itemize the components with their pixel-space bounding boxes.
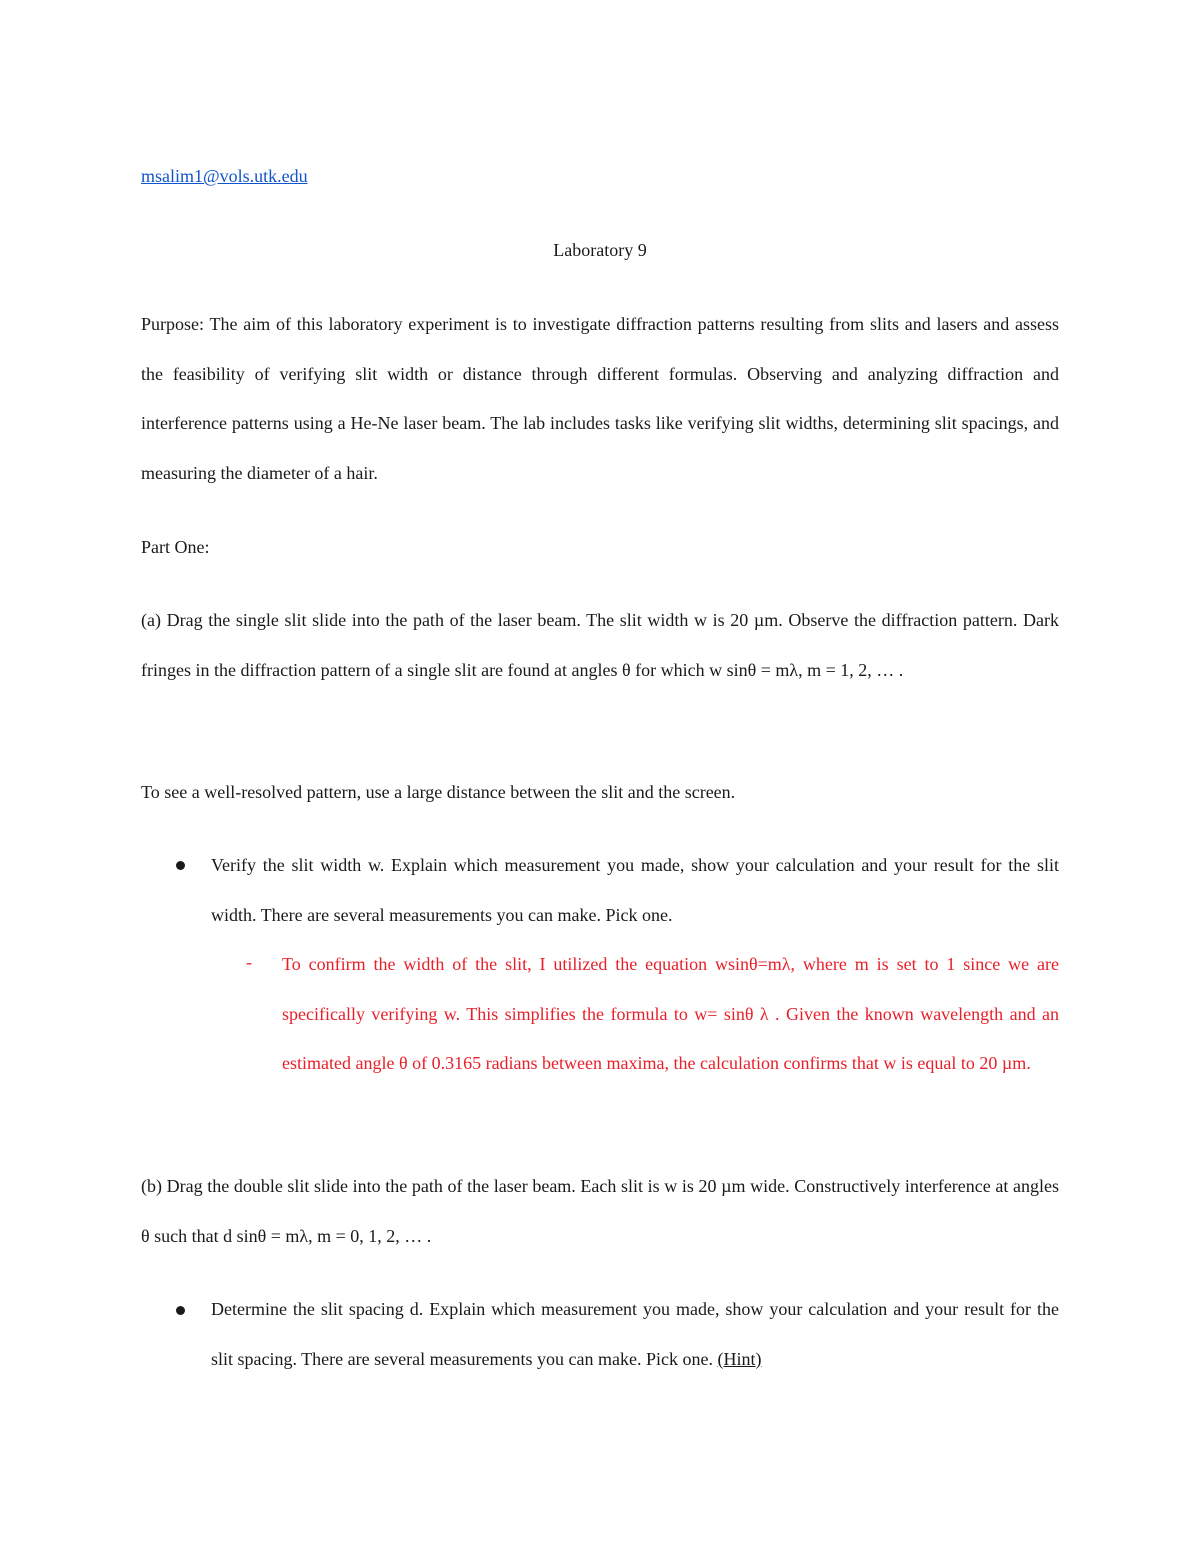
- part-a-paragraph: (a) Drag the single slit slide into the path of the laser beam. The slit width w is 20 µm. Observe the diffraction pattern. Dark fringes in the diffraction pattern of a single slit are found at angles θ for which w sinθ = mλ, m = 1, 2, … .: [141, 610, 1059, 680]
- part-b-paragraph: (b) Drag the double slit slide into the path of the laser beam. Each slit is w is 20 µm wide. Constructively interference at angles θ such that d sinθ = mλ, m = 0, 1, 2, … .: [141, 1176, 1059, 1246]
- bullet-dot: [176, 861, 185, 870]
- page-title: Laboratory 9: [553, 240, 647, 260]
- bullet-text: Determine the slit spacing d. Explain which measurement you made, show your calculation and your result for the slit spacing. There are several measurements you can make. Pick one.: [211, 1299, 1059, 1369]
- answer-dash: -: [246, 952, 252, 972]
- email-link[interactable]: msalim1@vols.utk.edu: [141, 166, 308, 186]
- purpose-paragraph: Purpose: The aim of this laboratory experiment is to investigate diffraction patterns resulting from slits and lasers and assess the feasibility of verifying slit width or distance through different formulas. Observing and analyzing diffraction and interference patterns using a He-Ne laser beam. The lab includes tasks like verifying slit widths, determining slit spacings, and measuring the diameter of a hair.: [141, 314, 1059, 483]
- answer-paragraph: To confirm the width of the slit, I utilized the equation wsinθ=mλ, where m is set to 1 since we are specifically verifying w. This simplifies the formula to w= sinθ λ . Given the known wavelength and an estimated angle θ of 0.3165 radians between maxima, the calculation confirms that w is equal to 20 µm.: [282, 954, 1059, 1073]
- determine-slit-spacing-item: [211, 1284, 1059, 1384]
- verify-slit-width-item: Verify the slit width w. Explain which measurement you made, show your calculation and your result for the slit width. There are several measurements you can make. Pick one.: [211, 855, 1059, 925]
- distance-note: To see a well-resolved pattern, use a large distance between the slit and the screen.: [141, 782, 736, 802]
- bullet-dot: [176, 1306, 185, 1315]
- hint-link[interactable]: (Hint): [717, 1349, 762, 1369]
- part-one-heading: Part One:: [141, 537, 210, 557]
